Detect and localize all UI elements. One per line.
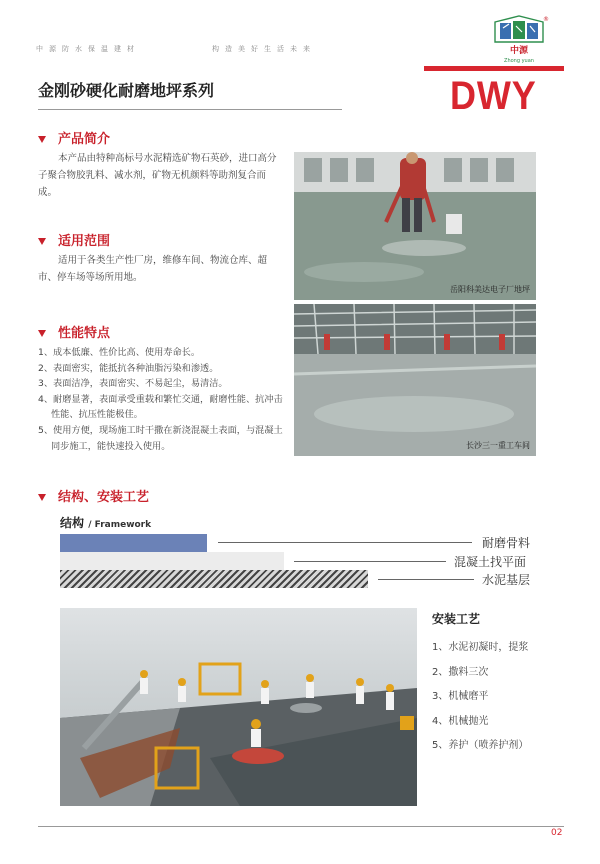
installation-scene — [60, 608, 417, 806]
intro-heading-text: 产品简介 — [58, 132, 111, 147]
title-divider — [38, 109, 342, 110]
features-heading — [38, 322, 110, 341]
framework-title-en: / Framework — [88, 520, 152, 530]
brand-bar — [424, 66, 564, 71]
framework-title — [60, 514, 151, 531]
leader-line — [378, 579, 474, 580]
scope-heading-text: 适用范围 — [58, 234, 111, 249]
feature-item: 1、成本低廉、性价比高、使用寿命长。 — [38, 347, 201, 358]
brand-code: DWY — [450, 74, 537, 118]
scope-heading — [38, 230, 110, 249]
photo2-illustration — [294, 304, 536, 456]
install-step: 3、机械磨平 — [432, 691, 489, 702]
page-title: 金刚砂硬化耐磨地坪系列 — [38, 81, 215, 100]
install-step: 5、养护（喷养护剂） — [432, 740, 529, 751]
triangle-bullet-icon — [38, 494, 46, 501]
intro-heading — [38, 128, 110, 147]
layer-label: 混凝土找平面 — [454, 555, 527, 569]
install-title: 安装工艺 — [432, 612, 481, 626]
framework-title-cn: 结构 — [60, 516, 85, 530]
install-step: 4、机械抛光 — [432, 715, 489, 727]
factory-floor-photo-1 — [294, 152, 536, 300]
features-list — [38, 345, 284, 454]
triangle-bullet-icon — [38, 330, 46, 337]
factory-floor-photo-2 — [294, 304, 536, 456]
leader-line — [218, 542, 472, 543]
structure-heading-text: 结构、安装工艺 — [58, 490, 150, 505]
install-step: 1、水泥初凝时，提浆 — [432, 642, 529, 653]
company-logo — [491, 14, 547, 66]
layer-wear-aggregate — [60, 534, 207, 552]
tagline-right: 构造美好生活未来 — [212, 45, 316, 53]
triangle-bullet-icon — [38, 238, 46, 245]
intro-paragraph — [38, 150, 284, 201]
install-steps — [432, 636, 528, 759]
footer-divider — [38, 826, 564, 827]
features-heading-text: 性能特点 — [58, 326, 111, 341]
logo-subtext: Zhong yuan — [504, 58, 534, 64]
photo1-illustration — [294, 152, 536, 300]
photo1-caption: 岳阳科美达电子厂地坪 — [450, 285, 530, 294]
feature-item: 4、耐磨显著，表面承受重载和繁忙交通，耐磨性能、抗冲击性能、抗压性能极佳。 — [38, 393, 283, 421]
layer-label: 耐磨骨料 — [482, 536, 531, 550]
layer-label: 水泥基层 — [482, 573, 531, 587]
feature-item: 2、表面密实，能抵抗各种油脂污染和渗透。 — [38, 362, 219, 374]
install-step: 2、撒料三次 — [432, 666, 489, 678]
registered-mark: ® — [543, 16, 549, 23]
photo2-caption: 长沙三一重工车间 — [466, 441, 530, 450]
scope-text: 适用于各类生产性厂房，维修车间、物流仓库、超市、停车场等场所用地。 — [38, 255, 268, 283]
logo-text: 中源 — [509, 46, 529, 56]
scope-paragraph — [38, 252, 284, 286]
installation-illustration — [60, 608, 417, 806]
tagline-left: 中源防水保温建材 — [36, 45, 140, 53]
layer-concrete-leveling — [60, 552, 284, 570]
layer-cement-base — [60, 570, 368, 588]
triangle-bullet-icon — [38, 136, 46, 143]
feature-item: 5、使用方便，现场施工时干撒在新浇混凝土表面，与混凝土同步施工，能快速投入使用。 — [38, 424, 283, 452]
leader-line — [294, 561, 446, 562]
feature-item: 3、表面洁净，表面密实、不易起尘，易清洁。 — [38, 378, 228, 390]
intro-text: 本产品由特种高标号水泥精选矿物石英砂，进口高分子聚合物胶乳料、减水剂，矿物无机颜料等助剂复合而成。 — [38, 153, 277, 198]
page-number: 02 — [551, 828, 563, 838]
structure-heading — [38, 486, 149, 505]
